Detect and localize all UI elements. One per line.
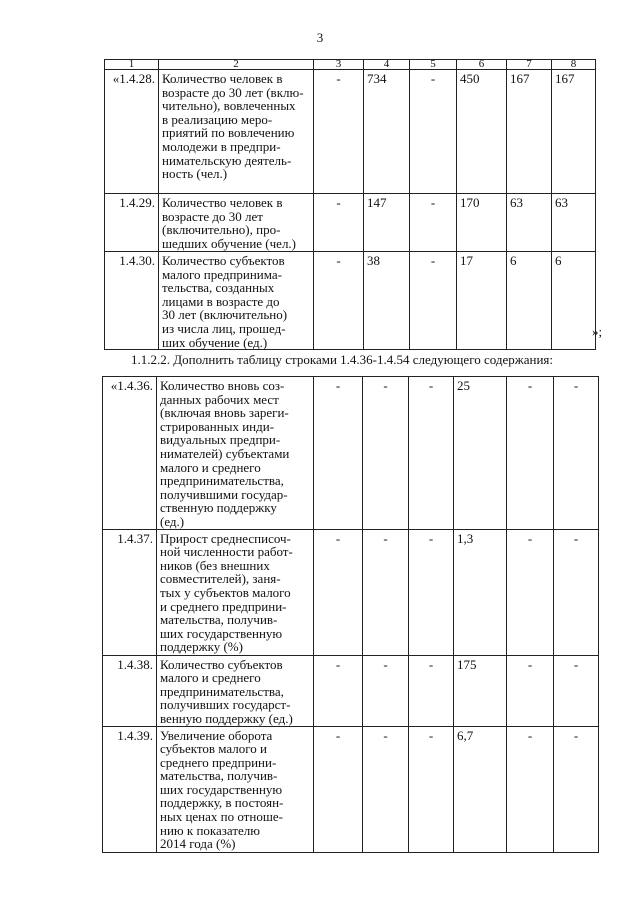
value-col-4: - bbox=[363, 529, 409, 655]
description-line: нию к показателю bbox=[160, 822, 261, 838]
description-line: 2014 года (%) bbox=[160, 836, 236, 852]
table-row bbox=[105, 70, 596, 194]
description-line: (ед.) bbox=[160, 513, 185, 529]
description-line: чительно), вовлеченных bbox=[162, 98, 296, 114]
value-col-5: - bbox=[410, 194, 457, 252]
description-line: субъектов малого и bbox=[160, 741, 267, 757]
description-line: ших государственную bbox=[160, 781, 283, 797]
row-description bbox=[157, 529, 314, 655]
value-col-7: - bbox=[507, 655, 554, 726]
row-number: 1.4.30. bbox=[105, 252, 159, 350]
value-col-3: - bbox=[314, 529, 363, 655]
description-line: предпринимательства, bbox=[160, 683, 284, 699]
description-line: мательства, получив- bbox=[160, 612, 278, 628]
value-col-7: 63 bbox=[507, 194, 552, 252]
description-line: видуальных предпри- bbox=[160, 432, 281, 448]
value-col-7: 167 bbox=[507, 70, 552, 194]
description-line: из числа лиц, прошед- bbox=[162, 320, 286, 336]
value-col-4: - bbox=[363, 377, 409, 530]
row-number: 1.4.37. bbox=[103, 529, 157, 655]
description-line: возрасте до 30 лет (вклю- bbox=[162, 84, 304, 100]
amendment-paragraph: 1.1.2.2. Дополнить таблицу строками 1.4.36-1.4.54 следующего содержания: bbox=[131, 352, 553, 367]
closing-quote: »; bbox=[592, 324, 603, 339]
description-line: среднего предприни- bbox=[160, 754, 277, 770]
value-col-3: - bbox=[314, 655, 363, 726]
description-line: ших обучение (ед.) bbox=[162, 334, 268, 350]
description-line: Увеличение оборота bbox=[160, 727, 273, 743]
value-col-4: 734 bbox=[364, 70, 410, 194]
table-row bbox=[103, 529, 599, 655]
header-col-2: 2 bbox=[159, 60, 314, 70]
table-row bbox=[103, 655, 599, 726]
description-line: (включительно), про- bbox=[162, 222, 281, 238]
description-line: стрированных инди- bbox=[160, 418, 275, 434]
row-number: «1.4.28. bbox=[105, 70, 159, 194]
description-line: в реализацию меро- bbox=[162, 111, 273, 127]
description-line: и среднего предприни- bbox=[160, 598, 287, 614]
value-col-8: - bbox=[554, 529, 599, 655]
value-col-6: 175 bbox=[454, 655, 507, 726]
row-number: «1.4.36. bbox=[103, 377, 157, 530]
value-col-6: 6,7 bbox=[454, 726, 507, 852]
header-col-8: 8 bbox=[552, 60, 596, 70]
value-col-7: - bbox=[507, 529, 554, 655]
value-col-4: - bbox=[363, 726, 409, 852]
description-line: Количество вновь соз- bbox=[160, 378, 285, 393]
value-col-3: - bbox=[314, 194, 364, 252]
value-col-8: - bbox=[554, 726, 599, 852]
description-line: данных рабочих мест bbox=[160, 391, 279, 407]
row-number: 1.4.38. bbox=[103, 655, 157, 726]
description-line: получившими государ- bbox=[160, 486, 288, 502]
description-line: мательства, получив- bbox=[160, 768, 278, 784]
value-col-8: 63 bbox=[552, 194, 596, 252]
description-line: ственную поддержку bbox=[160, 500, 277, 516]
description-line: тых у субъектов малого bbox=[160, 584, 291, 600]
value-col-6: 25 bbox=[454, 377, 507, 530]
value-col-7: - bbox=[507, 726, 554, 852]
value-col-8: 6 bbox=[552, 252, 596, 350]
table-row bbox=[105, 194, 596, 252]
description-line: предпринимательства, bbox=[160, 473, 284, 489]
value-col-5: - bbox=[409, 529, 454, 655]
table-row bbox=[103, 377, 599, 530]
value-col-6: 450 bbox=[457, 70, 507, 194]
header-col-4: 4 bbox=[364, 60, 410, 70]
value-col-8: 167 bbox=[552, 70, 596, 194]
row-description bbox=[159, 194, 314, 252]
description-line: шедших обучение (чел.) bbox=[162, 235, 297, 251]
description-line: 30 лет (включительно) bbox=[162, 307, 288, 323]
row-description bbox=[157, 726, 314, 852]
indicators-table-added bbox=[102, 376, 599, 853]
indicators-table-continued bbox=[104, 59, 596, 350]
value-col-7: 6 bbox=[507, 252, 552, 350]
description-line: малого и среднего bbox=[160, 459, 261, 475]
value-col-5: - bbox=[409, 726, 454, 852]
value-col-5: - bbox=[410, 252, 457, 350]
description-line: (включая вновь зареги- bbox=[160, 405, 289, 421]
table-row bbox=[105, 252, 596, 350]
description-line: поддержку, в постоян- bbox=[160, 795, 284, 811]
row-description bbox=[159, 252, 314, 350]
description-line: совместителей), заня- bbox=[160, 571, 281, 587]
description-line: малого предпринима- bbox=[162, 266, 283, 282]
value-col-6: 170 bbox=[457, 194, 507, 252]
row-number: 1.4.29. bbox=[105, 194, 159, 252]
description-line: малого и среднего bbox=[160, 670, 261, 686]
description-line: получивших государст- bbox=[160, 697, 291, 713]
description-line: лицами в возрасте до bbox=[162, 293, 280, 309]
description-line: Количество человек в bbox=[162, 71, 283, 86]
page-number: 3 bbox=[316, 30, 324, 45]
value-col-5: - bbox=[409, 655, 454, 726]
value-col-5: - bbox=[409, 377, 454, 530]
value-col-6: 17 bbox=[457, 252, 507, 350]
description-line: тельства, созданных bbox=[162, 280, 275, 296]
row-number: 1.4.39. bbox=[103, 726, 157, 852]
value-col-5: - bbox=[410, 70, 457, 194]
row-description bbox=[157, 377, 314, 530]
header-col-1: 1 bbox=[105, 60, 159, 70]
header-col-6: 6 bbox=[457, 60, 507, 70]
description-line: возрасте до 30 лет bbox=[162, 208, 263, 224]
description-line: Количество субъектов bbox=[162, 253, 285, 268]
description-line: ных ценах по отноше- bbox=[160, 809, 283, 825]
value-col-3: - bbox=[314, 377, 363, 530]
row-description bbox=[159, 70, 314, 194]
value-col-4: 38 bbox=[364, 252, 410, 350]
header-col-7: 7 bbox=[507, 60, 552, 70]
value-col-8: - bbox=[554, 377, 599, 530]
value-col-3: - bbox=[314, 252, 364, 350]
value-col-4: - bbox=[363, 655, 409, 726]
value-col-4: 147 bbox=[364, 194, 410, 252]
description-line: венную поддержку (ед.) bbox=[160, 710, 293, 726]
column-number-header bbox=[105, 60, 596, 70]
value-col-8: - bbox=[554, 655, 599, 726]
row-description bbox=[157, 655, 314, 726]
description-line: поддержку (%) bbox=[160, 639, 243, 655]
description-line: молодежи в предпри- bbox=[162, 138, 281, 154]
description-line: ной численности работ- bbox=[160, 544, 293, 560]
value-col-6: 1,3 bbox=[454, 529, 507, 655]
description-line: ших государственную bbox=[160, 625, 283, 641]
description-line: Прирост среднесписоч- bbox=[160, 530, 291, 546]
description-line: нимателей) субъектами bbox=[160, 445, 290, 461]
description-line: ников (без внешних bbox=[160, 557, 270, 573]
table-row bbox=[103, 726, 599, 852]
value-col-3: - bbox=[314, 726, 363, 852]
description-line: Количество субъектов bbox=[160, 656, 283, 672]
value-col-3: - bbox=[314, 70, 364, 194]
header-col-5: 5 bbox=[410, 60, 457, 70]
description-line: нимательскую деятель- bbox=[162, 152, 292, 168]
value-col-7: - bbox=[507, 377, 554, 530]
header-col-3: 3 bbox=[314, 60, 364, 70]
description-line: Количество человек в bbox=[162, 195, 283, 210]
description-line: приятий по вовлечению bbox=[162, 125, 295, 141]
description-line: ность (чел.) bbox=[162, 166, 228, 182]
